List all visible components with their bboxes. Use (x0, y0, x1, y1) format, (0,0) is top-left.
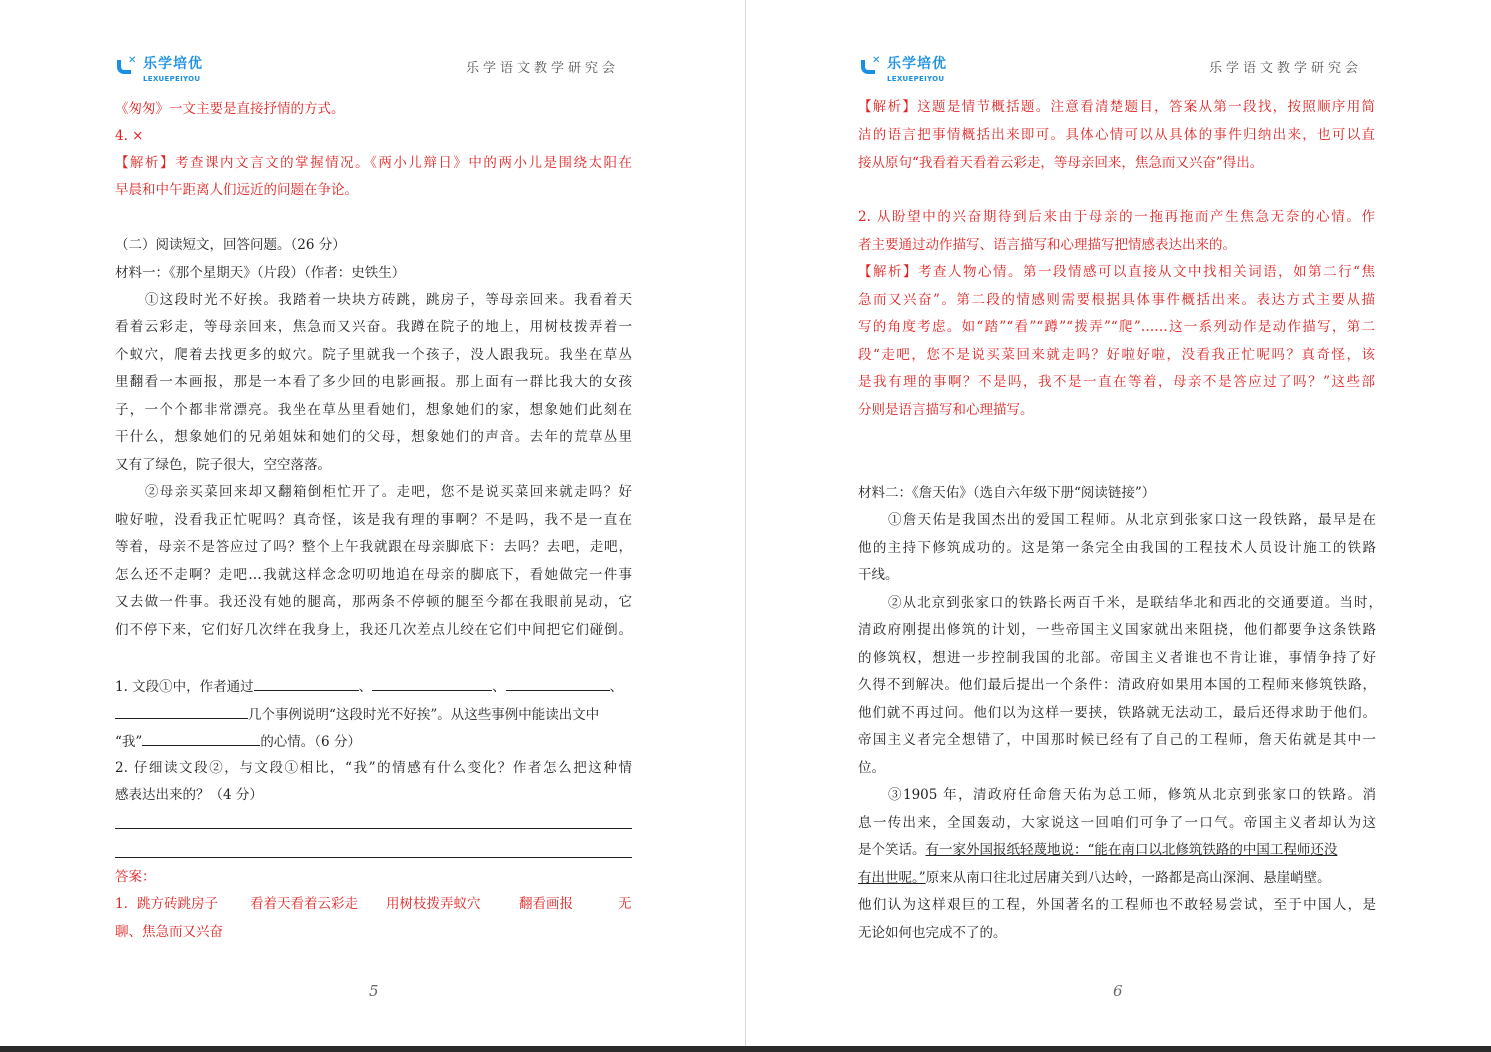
text-line: 干什么，想象她们的兄弟姐妹和她们的父母，想象她们的声音。去年的荒草丛里 (115, 429, 632, 445)
section-heading: （二）阅读短文，回答问题。（26 分） (115, 237, 346, 253)
text-line: 急而又兴奋”。第二段的情感则需要根据具体事件概括出来。表达方式主要从描 (858, 292, 1375, 308)
answer-line-2: 聊、焦急而又兴奋 (115, 924, 223, 940)
text-line: 写的角度考虑。如“踏”“看”“蹲”“拨弄”“爬”……这一系列动作是动作描写，第二 (858, 319, 1375, 335)
header-org: 乐学语文教学研究会 (1209, 61, 1363, 76)
answer-blank[interactable] (115, 703, 248, 719)
text-line: 个蚁穴，爬着去找更多的蚁穴。院子里就我一个孩子，没人跟我玩。我坐在草丛 (115, 347, 632, 363)
answer-blank[interactable] (506, 675, 610, 691)
text-line: 有出世呢。”原来从南口往北过居庸关到八达岭，一路都是高山深涧、悬崖峭壁。 (858, 870, 1331, 886)
text-line: 的修筑权，想进一步控制我国的北部。帝国主义者谁也不肯让谁，事情争持了好 (858, 650, 1376, 666)
text-line: 们不停下来，它们好几次绊在我身上，我还几次差点儿绞在它们中间把它们碰倒。 (115, 622, 632, 638)
text-line: ③1905 年，清政府任命詹天佑为总工师，修筑从北京到张家口的铁路。消 (888, 787, 1376, 803)
text-line: 清政府刚提出修筑的计划，一些帝国主义国家就出来阻挠，他们都要争这条铁路 (858, 622, 1376, 638)
question-1-line-2: 几个事例说明“这段时光不好挨”。从这些事例中能读出文中 (115, 703, 599, 725)
text-line: 息一传出来，全国轰动，大家说这一回咱们可争了一口气。帝国主义者却认为这 (858, 815, 1376, 831)
text-line: ①詹天佑是我国杰出的爱国工程师。从北京到张家口这一段铁路，最早是在 (888, 512, 1376, 528)
text-line: 分则是语言描写和心理描写。 (858, 402, 1034, 418)
text-line: 又去做一件事。我还没有她的腿高，那两条不停顿的腿至今都在我眼前晃动，它 (115, 594, 632, 610)
answer-line[interactable] (115, 857, 632, 858)
question-1-line-3: “我” 的心情。（6 分） (115, 730, 361, 752)
text-line: 【解析】这题是情节概括题。注意看清楚题目，答案从第一段找，按照顺序用简 (858, 99, 1375, 115)
logo-mark-icon: ✕ (115, 56, 139, 80)
page-number: 5 (369, 982, 379, 1000)
logo-subtext: LEXUEPEIYOU (143, 75, 201, 83)
text-line: 里翻看一本画报，那是一本看了多少回的电影画报。那上面有一群比我大的女孩 (115, 374, 632, 390)
text-line: 帝国主义者完全想错了，中国那时候已经有了自己的工程师，詹天佑就是其中一 (858, 732, 1376, 748)
text-line: 子，一个个都非常漂亮。我坐在草丛里看她们，想象她们的家，想象她们此刻在 (115, 402, 632, 418)
text-line: 洁的语言把事情概括出来即可。具体心情可以从具体的事件归纳出来，也可以直 (858, 127, 1375, 143)
question-2-line-1: 2. 仔细读文段②，与文段①相比，“我”的情感有什么变化？作者怎么把这种情 (115, 760, 632, 776)
text-line: 段“走吧，您不是说买菜回来就走吗？好啦好啦，没看我正忙呢吗？真奇怪，该 (858, 347, 1375, 363)
answer-blank[interactable] (142, 730, 260, 746)
page-6 (746, 0, 1491, 1052)
text-line: 他们认为这样艰巨的工程，外国著名的工程师也不敢轻易尝试，至于中国人，是 (858, 897, 1376, 913)
text-line: 是我有理的事啊？不是吗，我不是一直在等着，母亲不是答应过了吗？”这些部 (858, 374, 1375, 390)
text-line: 干线。 (858, 567, 899, 583)
material-title: 材料一：《那个星期天》（片段）（作者：史铁生） (115, 265, 406, 281)
text-line: ①这段时光不好挨。我踏着一块块方砖跳，跳房子，等母亲回来。我看着天 (145, 292, 632, 308)
text-line: 看着云彩走，等母亲回来，焦急而又兴奋。我蹲在院子的地上，用树枝拨弄着一 (115, 319, 632, 335)
text-line: 2. 从盼望中的兴奋期待到后来由于母亲的一拖再拖而产生焦急无奈的心情。作 (858, 209, 1375, 225)
text-line: 他的主持下修筑成功的。这是第一条完全由我国的工程技术人员设计施工的铁路 (858, 540, 1376, 556)
logo (115, 53, 203, 83)
text-line: ②母亲买菜回来却又翻箱倒柜忙开了。走吧，您不是说买菜回来就走吗？好 (145, 484, 632, 500)
page-5: ✕ 乐学培优 LEXUEPEIYOU 乐学语文教学研究会 《匆匆》一文主要是直接抒情的方式。 4. × 【解析】考查课内文言文的掌握情况。《两小儿辩日》中的两小儿是围绕太阳在 早晨和中午距离人们远近的问题在争论。 （二）阅读短文，回答问题。（26 分） 材料一：《那个星期天》（片段）（作者：史铁生） ①这段时光不好挨。我踏着一块块方砖跳，跳房子，等母亲回来。我看着天 看着云彩走，等母亲回来，焦急而又兴奋。我蹲在院子的地上，用树枝拨弄着一 个蚁穴，爬着去找更多的蚁穴。院子里就我一个孩子，没人跟我玩。我坐在草丛 里翻看一本画报，那是一本看了多少回的电影画报。那上面有一群比我大的女孩 子，一个个都非常漂亮。我坐在草丛里看她们，想象她们的家，想象她们此刻在 干什么，想象她们的兄弟姐妹和她们的父母，想象她们的声音。去年的荒草丛里 又有了绿色，院子很大，空空落落。 ②母亲买菜回来却又翻箱倒柜忙开了。走吧，您不是说买菜回来就走吗？好 啦好啦，没看我正忙呢吗？真奇怪，该是我有理的事啊？不是吗，我不是一直在 等着，母亲不是答应过了吗？整个上午我就跟在母亲脚底下：去吗？去吧，走吧， 怎么还不走啊？走吧…我就这样念念叨叨地追在母亲的脚底下，看她做完一件事 又去做一件事。我还没有她的腿高，那两条不停顿的腿至今都在我眼前晃动，它 们不停下来，它们好几次绊在我身上，我还几次差点儿绞在它们中间把它们碰倒。 1. 文段①中，作者通过 、 、 、 几个事例说明“这段时光不好挨”。从这些事例中能读出文中 “我” 的心情。（6 分） 2. 仔细读文段②，与文段①相比，“我”的情感有什么变化？作者怎么把这种情 感表达出来的？（4 分） 答案： 1. 跳方砖跳房子 看着天看着云彩走 用树枝拨弄蚁穴 翻看画报 无 聊、焦急而又兴奋 5 (0, 0, 745, 1052)
text-line: 怎么还不走啊？走吧…我就这样念念叨叨地追在母亲的脚底下，看她做完一件事 (115, 567, 632, 583)
text-line: 久得不到解决。他们最后提出一个条件：清政府如果用本国的工程师来修筑铁路， (858, 677, 1376, 693)
text-line: 无论如何也完成不了的。 (858, 925, 1007, 941)
logo-text: 乐学培优 (143, 56, 203, 72)
text-line: 【解析】考查课内文言文的掌握情况。《两小儿辩日》中的两小儿是围绕太阳在 (115, 155, 632, 171)
text-line: 等着，母亲不是答应过了吗？整个上午我就跟在母亲脚底下：去吗？去吧，走吧， (115, 539, 632, 555)
header-org: 乐学语文教学研究会 (466, 61, 620, 76)
answer-blank[interactable] (372, 675, 492, 691)
logo-text: 乐学培优 (887, 56, 947, 72)
question-1-line-1: 1. 文段①中，作者通过 、 、 、 (115, 675, 623, 697)
question-2-line-2: 感表达出来的？（4 分） (115, 787, 263, 803)
text-line: 又有了绿色，院子很大，空空落落。 (115, 457, 331, 473)
text-line: ②从北京到张家口的铁路长两百千米，是联结华北和西北的交通要道。当时， (888, 595, 1382, 611)
text-line: 他们就不再过问。他们以为这样一要挟，铁路就无法动工，最后还得求助于他们。 (858, 705, 1376, 721)
page-number: 6 (1113, 982, 1123, 1000)
answer-line[interactable] (115, 828, 632, 829)
logo-subtext: LEXUEPEIYOU (887, 75, 945, 83)
text-line: 早晨和中午距离人们远近的问题在争论。 (115, 182, 358, 198)
text-line: 接从原句“我看着天看着云彩走，等母亲回来，焦急而又兴奋”得出。 (858, 155, 1264, 171)
logo-mark-icon: ✕ (859, 56, 883, 80)
answer-label: 答案： (115, 869, 156, 885)
text-line: 啦好啦，没看我正忙呢吗？真奇怪，该是我有理的事啊？不是吗，我不是一直在 (115, 512, 632, 528)
text-line: 《匆匆》一文主要是直接抒情的方式。 (115, 101, 345, 117)
text-line: 是个笑话。有一家外国报纸轻蔑地说：“能在南口以北修筑铁路的中国工程师还没 (858, 842, 1338, 858)
text-line: 位。 (858, 760, 885, 776)
logo (859, 53, 947, 83)
text-line: 者主要通过动作描写、语言描写和心理描写把情感表达出来的。 (858, 237, 1236, 253)
answer-blank[interactable] (254, 675, 359, 691)
underlined-quote: 有一家外国报纸轻蔑地说：“能在南口以北修筑铁路的中国工程师还没 (925, 842, 1338, 858)
text-line: 4. × (115, 128, 144, 144)
text-line: 【解析】考查人物心情。第一段情感可以直接从文中找相关词语，如第二行“焦 (858, 264, 1375, 280)
bottom-bar (0, 1046, 1491, 1052)
underlined-quote: 有出世呢。” (858, 870, 926, 886)
material-title: 材料二：《詹天佑》（选自六年级下册“阅读链接”） (858, 485, 1156, 501)
